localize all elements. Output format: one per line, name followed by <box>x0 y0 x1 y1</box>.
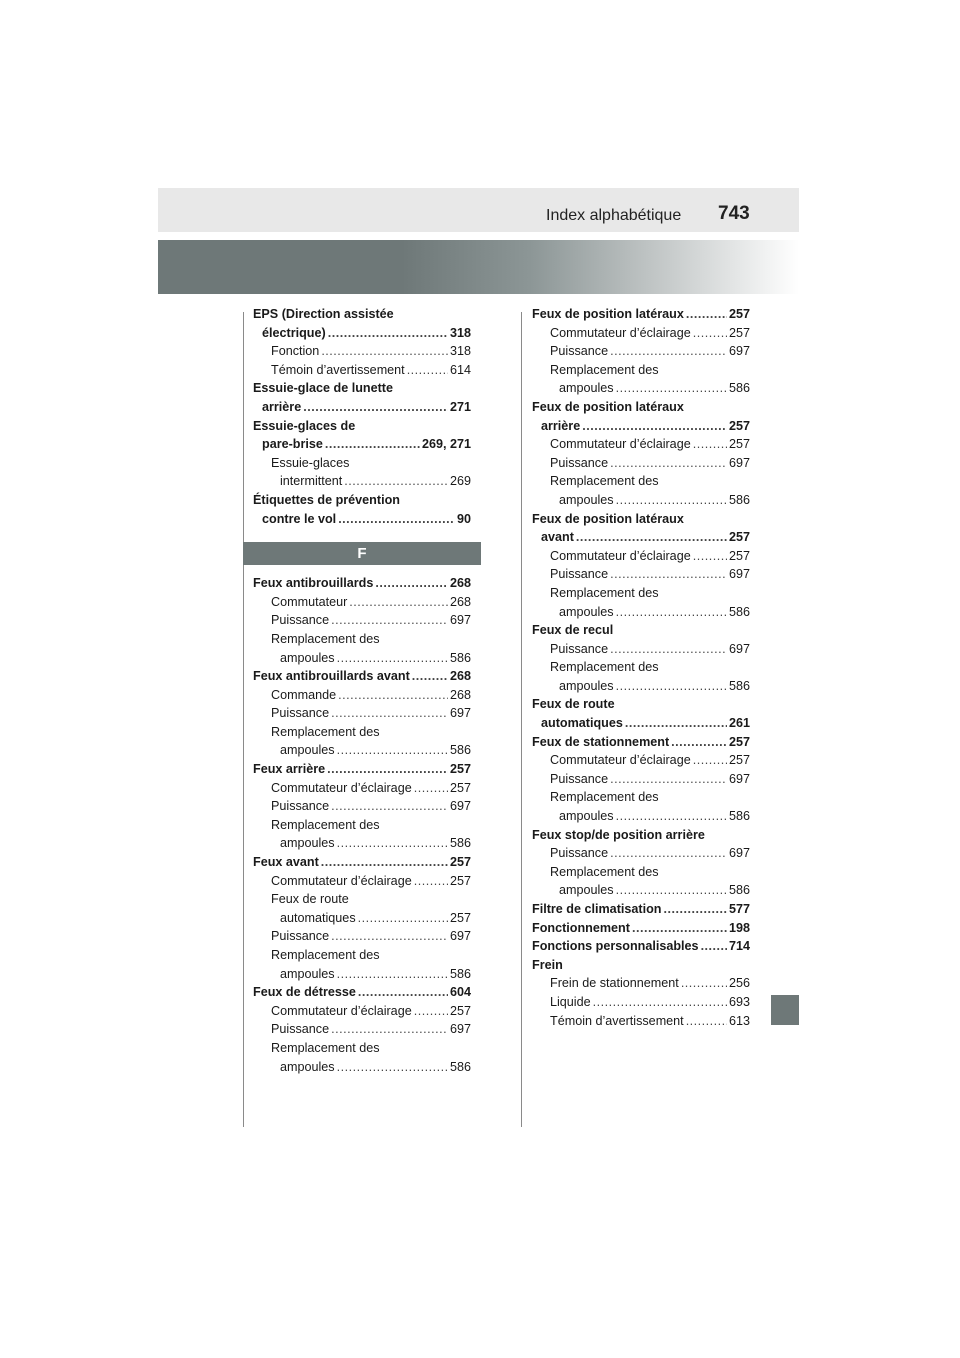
entry-text: arrière <box>541 418 581 433</box>
index-entry <box>253 417 471 436</box>
entry-text: Filtre de climatisation <box>532 902 662 916</box>
index-subentry <box>532 547 750 566</box>
dot-leader <box>358 983 448 1002</box>
entry-text: Remplacement des <box>271 948 380 962</box>
entry-text: ampoules <box>280 743 335 758</box>
entry-page-number: 697 <box>449 1022 471 1037</box>
index-subentry <box>532 788 750 807</box>
dot-leader <box>616 491 727 510</box>
index-subentry <box>532 770 750 789</box>
dot-leader <box>576 528 727 547</box>
dot-leader <box>610 844 727 863</box>
index-entry <box>253 379 471 398</box>
dot-leader <box>616 807 727 826</box>
entry-text: ampoules <box>280 650 335 665</box>
entry-text: Commutateur d’éclairage <box>550 325 691 340</box>
dot-leader <box>337 834 448 853</box>
index-entry <box>532 900 750 919</box>
entry-page-number: 257 <box>728 307 750 321</box>
dot-leader <box>671 733 727 752</box>
dot-leader <box>338 686 448 705</box>
dot-leader <box>693 435 727 454</box>
index-entry <box>532 733 750 752</box>
index-subentry <box>253 630 471 649</box>
index-entry <box>253 574 471 593</box>
index-subentry <box>253 1039 471 1058</box>
dot-leader <box>701 937 727 956</box>
dot-leader <box>693 324 727 343</box>
entry-page-number: 586 <box>449 743 471 758</box>
index-subentry <box>253 472 471 491</box>
entry-text: Commutateur <box>271 594 348 609</box>
index-entry <box>253 324 471 343</box>
entry-text: Remplacement des <box>550 585 659 600</box>
index-subentry <box>532 454 750 473</box>
entry-page-number: 714 <box>728 939 750 954</box>
entry-text: Puissance <box>550 455 609 470</box>
index-subentry <box>253 797 471 816</box>
dot-leader <box>331 797 448 816</box>
entry-text: ampoules <box>280 836 335 851</box>
entry-page-number: 257 <box>728 418 750 433</box>
dot-leader <box>414 1002 448 1021</box>
entry-text: ampoules <box>559 492 614 507</box>
entry-text: Feux antibrouillards avant <box>253 669 410 684</box>
entry-text: Remplacement des <box>550 660 659 675</box>
entry-text: Essuie-glaces de <box>253 418 356 433</box>
entry-text: Puissance <box>550 641 609 656</box>
index-entry <box>532 826 750 845</box>
entry-text: Remplacement des <box>271 817 380 832</box>
dot-leader <box>686 1012 727 1031</box>
entry-text: Liquide <box>550 994 591 1009</box>
dot-leader <box>681 974 727 993</box>
index-subentry <box>532 640 750 659</box>
index-entry <box>532 714 750 733</box>
section-letter-heading: F <box>243 542 481 565</box>
entry-text: Commutateur d’éclairage <box>271 1003 412 1018</box>
entry-text: Feux de stationnement <box>532 734 670 749</box>
entry-text: ampoules <box>280 1059 335 1074</box>
dot-leader <box>414 779 448 798</box>
index-subentry <box>532 974 750 993</box>
dot-leader <box>610 454 727 473</box>
entry-text: Puissance <box>271 706 330 721</box>
dot-leader <box>610 565 727 584</box>
dot-leader <box>349 593 448 612</box>
index-entry <box>532 695 750 714</box>
index-subentry <box>253 649 471 668</box>
entry-text: Fonctions personnalisables <box>532 939 699 954</box>
entry-text: Fonction <box>271 344 320 359</box>
entry-page-number: 586 <box>728 604 750 619</box>
entry-text: automatiques <box>280 910 356 925</box>
entry-text: Puissance <box>271 1022 330 1037</box>
dot-leader <box>321 342 448 361</box>
dot-leader <box>693 751 727 770</box>
index-subentry <box>253 872 471 891</box>
entry-page-number: 268 <box>449 576 471 591</box>
index-subentry <box>532 863 750 882</box>
dot-leader <box>616 677 727 696</box>
index-subentry <box>532 658 750 677</box>
entry-text: Commutateur d’éclairage <box>271 780 412 795</box>
entry-text: Feux stop/de position arrière <box>532 827 705 842</box>
index-entry <box>532 398 750 417</box>
entry-page-number: 257 <box>449 855 471 870</box>
entry-text: Commutateur d’éclairage <box>550 753 691 768</box>
index-subentry <box>253 816 471 835</box>
index-subentry <box>253 946 471 965</box>
dot-leader <box>338 510 455 529</box>
entry-page-number: 261 <box>728 716 750 731</box>
entry-text: Puissance <box>271 799 330 814</box>
entry-text: Remplacement des <box>271 1040 380 1055</box>
entry-page-number: 271 <box>449 399 471 414</box>
index-entry <box>253 983 471 1002</box>
entry-page-number: 257 <box>449 1003 471 1018</box>
entry-text: Puissance <box>550 344 609 359</box>
entry-page-number: 697 <box>728 641 750 656</box>
index-subentry <box>253 834 471 853</box>
index-subentry <box>532 751 750 770</box>
entry-page-number: 257 <box>449 762 471 777</box>
dot-leader <box>328 324 448 343</box>
dot-leader <box>344 472 448 491</box>
dot-leader <box>632 919 727 938</box>
entry-page-number: 697 <box>449 706 471 721</box>
header-band <box>158 188 799 232</box>
dot-leader <box>337 1058 448 1077</box>
index-subentry <box>532 472 750 491</box>
entry-text: Commutateur d’éclairage <box>550 437 691 452</box>
entry-page-number: 257 <box>728 325 750 340</box>
entry-text: Frein de stationnement <box>550 976 679 991</box>
entry-text: Fonctionnement <box>532 920 630 935</box>
index-subentry <box>253 1020 471 1039</box>
entry-text: ampoules <box>559 381 614 396</box>
index-subentry <box>532 993 750 1012</box>
entry-page-number: 697 <box>449 613 471 628</box>
entry-text: Remplacement des <box>271 724 380 739</box>
entry-text: Essuie-glaces <box>271 455 350 470</box>
entry-page-number: 693 <box>728 994 750 1009</box>
dot-leader <box>337 649 448 668</box>
entry-page-number: 586 <box>728 678 750 693</box>
entry-page-number: 697 <box>728 771 750 786</box>
index-entry <box>532 305 750 324</box>
entry-text: Puissance <box>550 771 609 786</box>
index-subentry <box>532 677 750 696</box>
entry-text: intermittent <box>280 474 343 489</box>
index-subentry <box>253 909 471 928</box>
entry-page-number: 697 <box>449 929 471 944</box>
index-subentry <box>253 1058 471 1077</box>
dot-leader <box>610 640 727 659</box>
dot-leader <box>331 611 448 630</box>
index-subentry <box>532 584 750 603</box>
index-entry <box>253 510 471 529</box>
index-entry <box>253 491 471 510</box>
dot-leader <box>375 574 448 593</box>
index-entry <box>253 435 471 454</box>
entry-text: Feux de position latéraux <box>532 511 684 526</box>
entry-text: ampoules <box>280 966 335 981</box>
index-subentry <box>532 603 750 622</box>
entry-text: Remplacement des <box>271 631 380 646</box>
index-column-right <box>532 305 750 1030</box>
entry-page-number: 257 <box>449 780 471 795</box>
entry-page-number: 256 <box>728 976 750 991</box>
dot-leader <box>616 379 727 398</box>
header-gradient-bar <box>158 240 799 294</box>
entry-page-number: 586 <box>449 966 471 981</box>
entry-text: électrique) <box>262 325 326 340</box>
entry-page-number: 318 <box>449 344 471 359</box>
index-subentry <box>532 844 750 863</box>
entry-page-number: 697 <box>728 344 750 359</box>
entry-page-number: 257 <box>449 910 471 925</box>
entry-page-number: 268 <box>449 594 471 609</box>
entry-page-number: 318 <box>449 325 471 340</box>
dot-leader <box>331 927 448 946</box>
index-entry <box>532 956 750 975</box>
index-subentry <box>253 361 471 380</box>
entry-text: automatiques <box>541 716 623 731</box>
entry-text: ampoules <box>559 883 614 898</box>
entry-text: Puissance <box>550 846 609 861</box>
index-subentry <box>532 342 750 361</box>
entry-text: Feux avant <box>253 855 319 870</box>
index-subentry <box>253 686 471 705</box>
index-subentry <box>253 890 471 909</box>
entry-page-number: 257 <box>728 734 750 749</box>
index-entry <box>253 760 471 779</box>
index-subentry <box>532 324 750 343</box>
entry-text: ampoules <box>559 809 614 824</box>
entry-page-number: 268 <box>449 669 471 684</box>
dot-leader <box>331 1020 448 1039</box>
entry-text: Puissance <box>271 613 330 628</box>
entry-text: pare-brise <box>262 437 323 452</box>
index-subentry <box>532 491 750 510</box>
entry-text: Puissance <box>271 929 330 944</box>
index-entry <box>532 621 750 640</box>
page-title: Index alphabétique <box>546 207 682 224</box>
dot-leader <box>358 909 448 928</box>
entry-text: Feux de position latéraux <box>532 399 684 414</box>
entry-text: Essuie-glace de lunette <box>253 381 393 396</box>
index-subentry <box>253 723 471 742</box>
dot-leader <box>331 704 448 723</box>
entry-page-number: 697 <box>728 846 750 861</box>
entry-page-number: 586 <box>449 650 471 665</box>
index-entry <box>532 510 750 529</box>
entry-page-number: 268 <box>449 687 471 702</box>
index-subentry <box>253 779 471 798</box>
dot-leader <box>303 398 448 417</box>
entry-text: Remplacement des <box>550 790 659 805</box>
dot-leader <box>321 853 448 872</box>
entry-text: Témoin d’avertissement <box>550 1013 684 1028</box>
entry-page-number: 586 <box>449 1059 471 1074</box>
index-entry <box>253 398 471 417</box>
entry-text: ampoules <box>559 604 614 619</box>
entry-page-number: 613 <box>728 1013 750 1028</box>
dot-leader <box>414 872 448 891</box>
index-subentry <box>253 927 471 946</box>
index-entry <box>532 417 750 436</box>
dot-leader <box>616 881 727 900</box>
index-subentry <box>253 1002 471 1021</box>
dot-leader <box>610 770 727 789</box>
entry-text: Feux de recul <box>532 623 614 638</box>
dot-leader <box>693 547 727 566</box>
entry-page-number: 697 <box>728 567 750 582</box>
entry-text: Commande <box>271 687 337 702</box>
entry-page-number: 586 <box>728 492 750 507</box>
index-entry <box>253 667 471 686</box>
dot-leader <box>327 760 448 779</box>
index-subentry <box>532 565 750 584</box>
dot-leader <box>337 965 448 984</box>
page-number: 743 <box>718 203 750 224</box>
dot-leader <box>686 305 727 324</box>
dot-leader <box>610 342 727 361</box>
entry-text: EPS (Direction assistée <box>253 307 394 321</box>
entry-text: avant <box>541 530 574 545</box>
entry-text: Commutateur d’éclairage <box>550 548 691 563</box>
entry-text: Commutateur d’éclairage <box>271 873 412 888</box>
entry-text: Étiquettes de prévention <box>253 492 400 507</box>
index-subentry <box>532 1012 750 1031</box>
index-subentry <box>253 704 471 723</box>
dot-leader <box>407 361 448 380</box>
entry-page-number: 577 <box>728 902 750 916</box>
entry-page-number: 198 <box>728 920 750 935</box>
index-subentry <box>532 379 750 398</box>
entry-page-number: 614 <box>449 362 471 377</box>
entry-text: Feux de position latéraux <box>532 307 684 321</box>
entry-page-number: 586 <box>728 809 750 824</box>
entry-page-number: 257 <box>728 753 750 768</box>
right-column-divider <box>521 312 522 1127</box>
chapter-thumb-tab <box>771 995 799 1025</box>
entry-text: Remplacement des <box>550 362 659 377</box>
entry-page-number: 269, 271 <box>421 437 471 452</box>
entry-text: Feux antibrouillards <box>253 576 374 591</box>
entry-text: Puissance <box>550 567 609 582</box>
index-subentry <box>253 593 471 612</box>
entry-page-number: 586 <box>728 883 750 898</box>
entry-text: contre le vol <box>262 511 337 526</box>
dot-leader <box>625 714 727 733</box>
index-column-left <box>253 305 471 1076</box>
entry-page-number: 257 <box>449 873 471 888</box>
entry-text: Feux arrière <box>253 762 326 777</box>
entry-text: Témoin d’avertissement <box>271 362 405 377</box>
entry-page-number: 257 <box>728 530 750 545</box>
index-entry <box>532 528 750 547</box>
index-entry <box>532 919 750 938</box>
entry-page-number: 586 <box>449 836 471 851</box>
index-subentry <box>532 881 750 900</box>
entry-text: Feux de route <box>271 892 349 907</box>
entry-text: Remplacement des <box>550 474 659 489</box>
dot-leader <box>593 993 727 1012</box>
entry-page-number: 586 <box>728 381 750 396</box>
index-subentry <box>253 741 471 760</box>
index-subentry <box>253 342 471 361</box>
index-entry <box>253 853 471 872</box>
entry-page-number: 697 <box>449 799 471 814</box>
entry-page-number: 604 <box>449 985 471 1000</box>
entry-text: arrière <box>262 399 302 414</box>
index-subentry <box>532 361 750 380</box>
index-subentry <box>253 454 471 473</box>
entry-text: Frein <box>532 957 563 972</box>
entry-text: Feux de route <box>532 697 615 712</box>
index-subentry <box>532 435 750 454</box>
dot-leader <box>582 417 727 436</box>
dot-leader <box>412 667 448 686</box>
dot-leader <box>616 603 727 622</box>
entry-page-number: 269 <box>449 474 471 489</box>
index-subentry <box>253 611 471 630</box>
entry-text: Remplacement des <box>550 864 659 879</box>
index-entry <box>253 305 471 324</box>
entry-text: ampoules <box>559 678 614 693</box>
entry-page-number: 90 <box>456 511 471 526</box>
left-column-divider <box>243 312 244 1127</box>
dot-leader <box>663 900 727 919</box>
index-subentry <box>532 807 750 826</box>
entry-text: Feux de détresse <box>253 985 356 1000</box>
entry-page-number: 257 <box>728 548 750 563</box>
entry-page-number: 257 <box>728 437 750 452</box>
entry-page-number: 697 <box>728 455 750 470</box>
index-subentry <box>253 965 471 984</box>
index-entry <box>532 937 750 956</box>
dot-leader <box>337 741 448 760</box>
dot-leader <box>325 435 420 454</box>
